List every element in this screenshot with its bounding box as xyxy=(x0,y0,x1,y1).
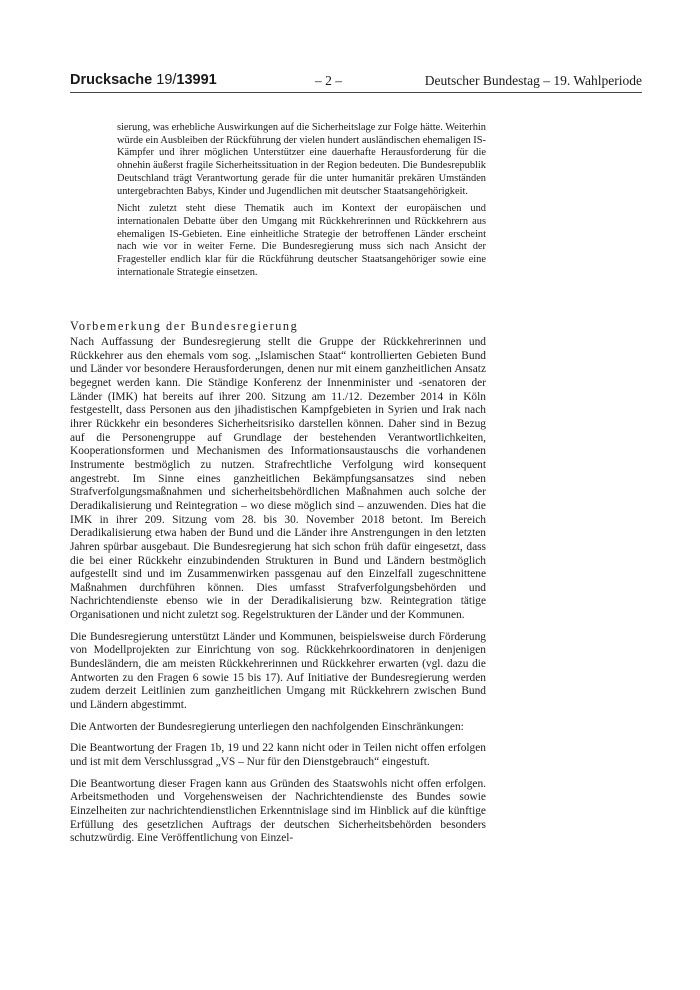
intro-paragraph: sierung, was erhebliche Auswirkungen auf die Sicherheitslage zur Folge hätte. Weiterhin würde ein Ausbleiben der Rückführung der vielen hundert ausländischen ehemaligen IS-Kämpfer und ihrer möglichen Unterstützer eine dauerhafte Herausforderung für die ohnehin äußerst fragile Sicherheitssituation in der Region bedeuten. Die Bundesrepublik Deutschland trägt Verantwortung gerade für die unter humanitär prekären Umständen untergebrachten Babys, Kinder und Jugendlichen mit deutscher Staatsangehörigkeit. xyxy=(117,122,486,197)
page-number: – 2 – xyxy=(315,73,342,88)
intro-paragraph: Nicht zuletzt steht diese Thematik auch im Kontext der europäischen und internationalen Debatte über den Umgang mit Rückkehrerinnen und Rückkehrern aus ehemaligen IS-Gebieten. Eine einheitliche Strategie der betroffenen Länder erscheint nach wie vor in weiter Ferne. Die Bundesregierung muss sich nach Ansicht der Fragesteller endlich klar für die Rückführung deutscher Staatsangehöriger sowie eine internationale Strategie einsetzen. xyxy=(117,203,486,278)
doc-number-bold: 13991 xyxy=(176,72,217,88)
body-paragraph: Die Beantwortung der Fragen 1b, 19 und 22 kann nicht oder in Teilen nicht offen erfolgen und ist mit dem Verschlussgrad „VS – Nur für den Dienstgebrauch“ eingestuft. xyxy=(70,742,486,769)
doc-number-plain: 19/ xyxy=(156,72,177,88)
document-number xyxy=(70,72,217,88)
body-paragraph: Die Bundesregierung unterstützt Länder und Kommunen, beispielsweise durch Förderung von Modellprojekten zur Einrichtung von sog. Rückkehrkoordinatoren in denjenigen Bundesländern, die am meisten Rückkehrerinnen und Rückkehrer erwarten (vgl. dazu die Antworten zu den Fragen 6 sowie 15 bis 17). Auf Initiative der Bundesregierung werden zudem derzeit Leitlinien zum ganzheitlichen Umgang mit Rückkehrern zwischen Bund und Ländern abgestimmt. xyxy=(70,630,486,712)
section-title: Vorbemerkung der Bundesregierung xyxy=(70,319,299,333)
doc-label: Drucksache xyxy=(70,72,153,88)
body-paragraph: Die Antworten der Bundesregierung unterliegen den nachfolgenden Einschränkungen: xyxy=(70,720,464,733)
body-paragraph: Nach Auffassung der Bundesregierung stellt die Gruppe der Rückkehrerinnen und Rückkehrer aus den ehemals vom sog. „Islamischen Staat“ kontrollierten Gebieten Bund und Länder vor besondere Herausforderungen, denen nur mit einem ganzheitlichen Ansatz begegnet werden kann. Die Ständige Konferenz der Innenminister und -senatoren der Länder (IMK) hat bereits auf ihrer 200. Sitzung am 11./12. Dezember 2014 in Köln festgestellt, dass Personen aus den jihadistischen Kampfgebieten in Syrien und Irak nach ihrer Rückkehr ein besonderes Sicherheitsrisiko darstellen können. Daher sind in Bezug auf die Personengruppe auf Grundlage der bestehenden Verantwortlichkeiten, Kooperationsformen und Mechanismen des Informationsaustauschs die vorhandenen Instrumente bestmöglich zu nutzen. Strafrechtliche Verfolgung wird konsequent angestrebt. Im Sinne eines ganzheitlichen Bekämpfungsansatzes sind neben Strafverfolgungsmaßnahmen und sicherheitsbehördlichen Maßnahmen auch solche der Deradikalisierung und Reintegration – wo diese möglich sind – anzuwenden. Dies hat die IMK in ihrer 209. Sitzung vom 28. bis 30. November 2018 betont. Im Bereich Deradikalisierung etwa haben der Bund und die Länder ihre Anstrengungen in den letzten Jahren spürbar ausgebaut. Die Bundesregierung hat sich schon früh dafür eingesetzt, dass die bei einer Rückkehr einzubindenden Strukturen in Bund und Ländern bestmöglich aufgestellt sind und im Zusammenwirken passgenau auf den Einzelfall zugeschnittene Maßnahmen durchführen können. Dies umfasst Strafverfolgungsbehörden und Nachrichtendienste ebenso wie in der Deradikalisierung bzw. Reintegration tätige Organisationen und nicht zuletzt sog. Regelstrukturen der Länder und der Kommunen. xyxy=(70,336,486,622)
page-header xyxy=(70,70,642,93)
publisher: Deutscher Bundestag – 19. Wahlperiode xyxy=(424,73,642,88)
intro-block xyxy=(117,122,486,284)
body-paragraph: Die Beantwortung dieser Fragen kann aus Gründen des Staatswohls nicht offen erfolgen. Arbeitsmethoden und Vorgehensweisen der Nachrichtendienste des Bundes sowie Einzelheiten zur nachrichtendienstlichen Erkenntnislage sind im Hinblick auf die künftige Erfüllung des gesetzlichen Auftrags der deutschen Sicherheitsbehörden besonders schutzwürdig. Eine Veröffentlichung von Einzel- xyxy=(70,777,486,845)
body-text xyxy=(70,336,486,854)
